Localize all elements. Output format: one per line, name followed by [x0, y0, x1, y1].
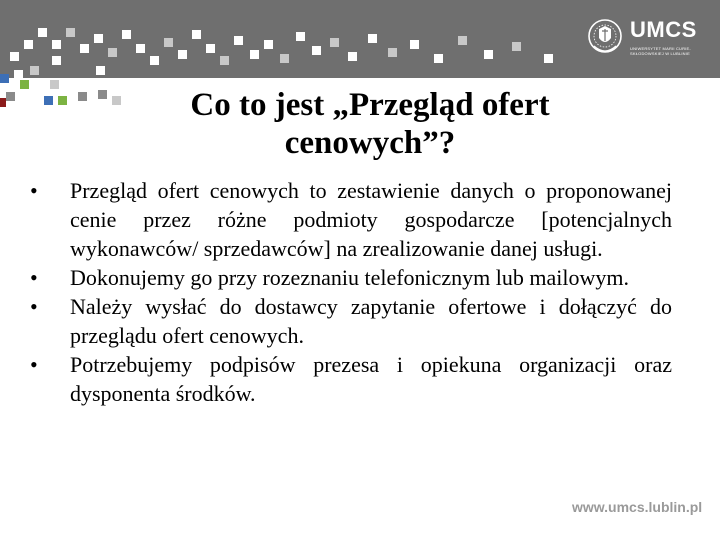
bullet-text: Dokonujemy go przy rozeznaniu telefonicznym lub mailowym. [70, 265, 630, 290]
bullet-icon: • [30, 352, 38, 377]
footer-url-link[interactable]: www.umcs.lublin.pl [572, 499, 703, 515]
bullet-text: Potrzebujemy podpisów prezesa i opiekuna organizacji oraz dysponenta środków. [70, 352, 672, 406]
bullet-text: Należy wysłać do dostawcy zapytanie ofertowe i dołączyć do przeglądu ofert cenowych. [70, 294, 672, 348]
bullet-item [30, 263, 672, 292]
bullet-item [30, 176, 672, 263]
bullet-icon: • [30, 265, 38, 290]
bullet-item [30, 292, 672, 350]
bullet-icon: • [30, 178, 38, 203]
bullet-list [30, 176, 672, 408]
bullet-item [30, 350, 672, 408]
logo-title: UMCS [630, 17, 697, 42]
logo-subtitle: UNIWERSYTET MARII CURIE-SKŁODOWSKIEJ W LUBLINIE [630, 46, 691, 56]
slide-title: Co to jest „Przegląd ofert cenowych”? [190, 87, 550, 161]
bullet-icon: • [30, 294, 38, 319]
umcs-logo[interactable] [586, 16, 706, 60]
umcs-emblem-icon [586, 16, 624, 60]
bullet-text: Przegląd ofert cenowych to zestawienie danych o proponowanej cenie przez różne podmioty gospodarcze [potencjalnych wykonawców/ sprzedawców] na zrealizowanie danej usługi. [70, 178, 672, 261]
